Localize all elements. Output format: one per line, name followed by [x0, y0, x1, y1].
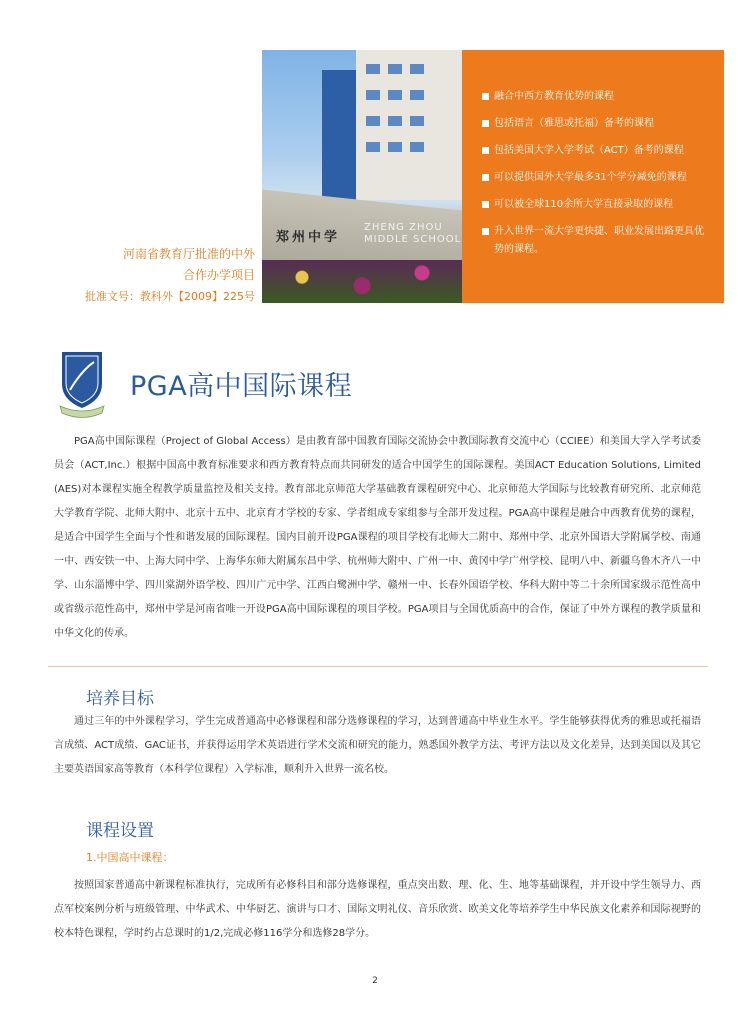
features-list: [462, 50, 724, 259]
window: [366, 90, 380, 100]
feature-text: 融合中西方教育优势的课程: [494, 91, 614, 102]
window: [388, 90, 402, 100]
caption-line1: 河南省教育厅批准的中外: [122, 247, 255, 261]
caption-line2: 合作办学项目: [182, 268, 255, 282]
window: [366, 116, 380, 126]
feature-text: 包括语言（雅思或托福）备考的课程: [494, 118, 654, 129]
approval-number: 批准文号：教科外【2009】225号: [85, 290, 255, 303]
window: [388, 142, 402, 152]
bullet-square-icon: [482, 120, 489, 127]
window: [366, 142, 380, 152]
window: [410, 142, 424, 152]
building-blue-facade: [322, 70, 356, 210]
curriculum-paragraph: 按照国家普通高中新课程标准执行，完成所有必修科目和部分选修课程，重点突出数、理、化、生、地等基础课程，并开设中学生领导力、西点军校案例分析与班级管理、中华武术、中华厨艺、演讲与口才、国际文明礼仪、音乐欣赏、欧美文化等培养学生中华民族文化素养和国际视野的校本特色课程，学时约占总课时的1/2,完成必修116学分和选修28学分。: [54, 880, 701, 939]
goals-paragraph: 通过三年的中外课程学习，学生完成普通高中必修课程和部分选修课程的学习，达到普通高中毕业生水平。学生能够获得优秀的雅思或托福语言成绩、ACT成绩、GAC证书，并获得运用学术英语进行学术交流和研究的能力，熟悉国外教学方法、考评方法以及文化差异，达到美国以及其它主要英语国家高等教育（本科学位课程）入学标准，顺利升入世界一流名校。: [54, 716, 701, 775]
feature-item: [482, 223, 710, 259]
subsection-heading-chinese-courses: 1.中国高中课程：: [86, 851, 174, 864]
feature-text: 可以提供国外大学最多31个学分减免的课程: [494, 172, 687, 183]
flower-bed: [262, 260, 462, 303]
feature-text: 包括美国大学入学考试（ACT）备考的课程: [494, 145, 684, 156]
wall-english-name: [364, 222, 461, 246]
section-divider: [48, 666, 708, 667]
window: [388, 116, 402, 126]
section-heading-goals: 培养目标: [86, 689, 154, 709]
page-number: 2: [372, 976, 378, 986]
feature-item: [482, 169, 710, 187]
wall-chinese-name: 郑州中学: [276, 230, 341, 245]
feature-item: [482, 196, 710, 214]
feature-text: 可以被全球110余所大学直接录取的课程: [494, 199, 674, 210]
window: [410, 116, 424, 126]
window: [410, 64, 424, 74]
features-panel: [462, 50, 724, 303]
wall-english-line2: MIDDLE SCHOOL: [364, 234, 462, 245]
approval-caption: [85, 244, 255, 307]
bullet-square-icon: [482, 174, 489, 181]
feature-item: [482, 115, 710, 133]
window: [388, 64, 402, 74]
page-title: PGA高中国际课程: [130, 371, 353, 402]
feature-item: [482, 88, 710, 106]
wall-english-line1: ZHENG ZHOU: [364, 222, 443, 233]
bullet-square-icon: [482, 228, 489, 235]
cciee-logo: [56, 350, 108, 420]
intro-paragraph: PGA高中国际课程（Project of Global Access）是由教育部中国教育国际交流协会中教国际教育交流中心（CCIEE）和美国大学入学考试委员会（ACT,Inc.）根据中国高中教育标准要求和西方教育特点而共同研发的适合中国学生的国际课程。美国ACT Education Solutions, Limited (AES)对本课程实施全程教学质量监控及相关支持。教育部北京师范大学基础教育课程研究中心、北京师范大学国际与比较教育研究所、北京师范大学教育学院、北师大附中、北京十五中、北京育才学校的专家、学者组成专家组参与全部开发过程。PGA高中课程是融合中西教育优势的课程，是适合中国学生全面与个性和谐发展的国际课程。国内目前开设PGA课程的项目学校有北师大二附中、郑州中学、北京外国语大学附属学校、南通一中、西安铁一中、上海大同中学、上海华东师大附属东昌中学、杭州师大附中、广州一中、黄冈中学广州学校、昆明八中、新疆乌鲁木齐八一中学、山东淄博中学、四川棠湖外语学校、四川广元中学、江西白鹭洲中学、赣州一中、长春外国语学校、华科大附中等二十余所国家级示范性高中或省级示范性高中，郑州中学是河南省唯一开设PGA高中国际课程的项目学校。PGA项目与全国优质高中的合作，保证了中外方课程的教学质量和中华文化的传承。: [54, 436, 701, 639]
bullet-square-icon: [482, 147, 489, 154]
section-heading-curriculum: 课程设置: [86, 821, 154, 841]
window: [366, 64, 380, 74]
feature-item: [482, 142, 710, 160]
bullet-square-icon: [482, 93, 489, 100]
school-photo: [262, 50, 462, 303]
window: [410, 90, 424, 100]
feature-text: 升入世界一流大学更快捷、职业发展出路更具优势的课程。: [494, 226, 704, 255]
bullet-square-icon: [482, 201, 489, 208]
shield-logo-icon: [56, 350, 108, 420]
